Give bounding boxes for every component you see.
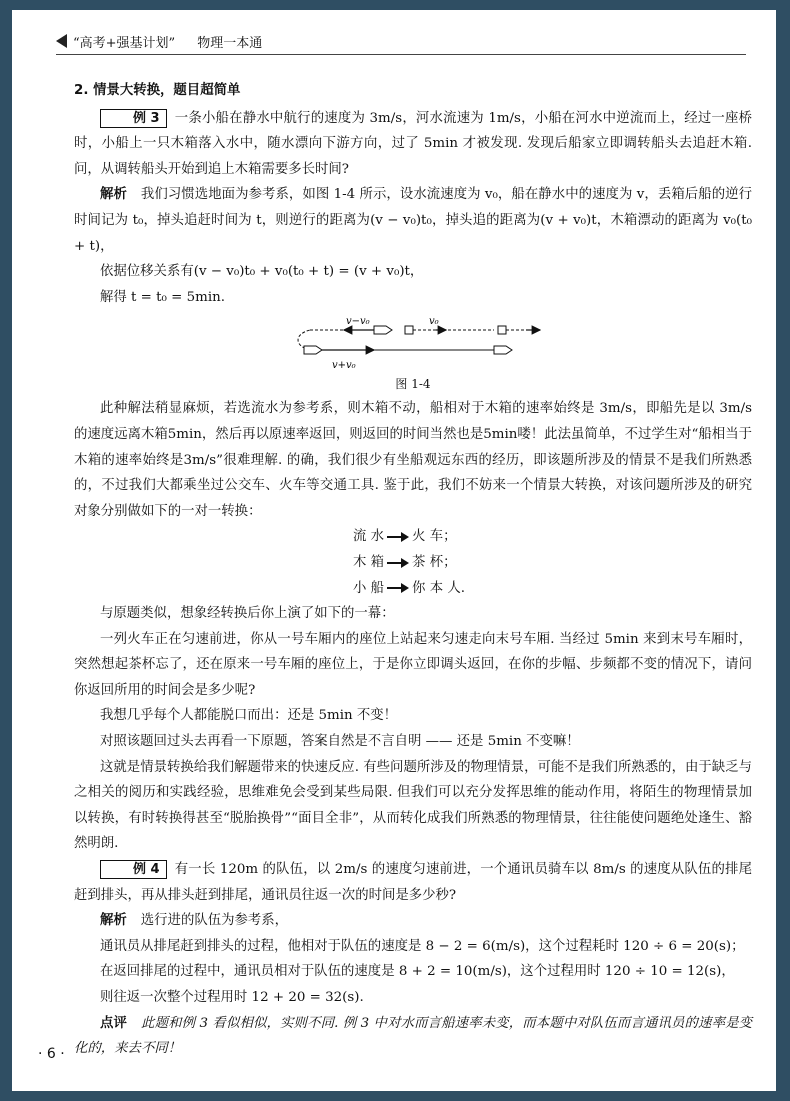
right-arrow-icon — [387, 558, 409, 568]
ex4-solution-text-1: 选行进的队伍为参考系， — [140, 913, 289, 929]
solution-label: 解析 — [100, 187, 127, 203]
boat-diagram — [74, 312, 754, 374]
mapping-row — [353, 524, 473, 550]
paragraph-4: 我想几乎每个人都能脱口而出：还是 5min 不变！ — [100, 708, 398, 724]
example-3-badge: 例 3 — [100, 109, 167, 128]
boat-bottom-start — [304, 346, 322, 354]
solution-label: 解析 — [100, 913, 127, 929]
book-title: 物理一本通 — [197, 35, 263, 51]
mapping-row — [353, 576, 473, 602]
mapping-list — [353, 524, 473, 601]
boat-top — [374, 326, 392, 334]
crate-end — [498, 326, 506, 334]
solution-text-2: 依据位移关系有(v − v₀)t₀ + v₀(t₀ + t) = (v + v₀)t， — [100, 264, 424, 280]
mapping-to: 茶 杯； — [412, 554, 457, 570]
page-content — [74, 78, 752, 1062]
crate-start — [405, 326, 413, 334]
mapping-row — [353, 550, 473, 576]
mapping-from: 小 船 — [353, 580, 385, 596]
comment-text: 此题和例 3 看似相似，实则不同. 例 3 中对水而言船速率未变，而本题中对队伍而言通讯员的速率是变化的，来去不同！ — [74, 1015, 753, 1057]
ex4-solution-text-4: 则往返一次整个过程用时 12 + 20 = 32(s). — [100, 990, 364, 1005]
label-v0: v₀ — [429, 316, 439, 328]
paragraph-3: 一列火车正在匀速前进，你从一号车厢内的座位上站起来匀速走向末号车厢. 当经过 5min 来到末号车厢时，突然想起茶杯忘了，还在原来一号车厢的座位上，于是你立即调头返回，在你的步幅、步频都不变的情况下，请问你返回所用的时间会是多少呢? — [74, 631, 752, 698]
ex4-solution-text-3: 在返回排尾的过程中，通讯员相对于队伍的速度是 8 + 2 = 10(m/s)，这个过程用时 120 ÷ 10 = 12(s)， — [100, 964, 735, 980]
figure-1-4 — [74, 312, 752, 374]
figure-caption: 图 1-4 — [395, 377, 431, 392]
mapping-from: 木 箱 — [353, 554, 385, 570]
boat-bottom-end — [494, 346, 512, 354]
ex4-solution-text-2: 通讯员从排尾赶到排头的过程，他相对于队伍的速度是 8 − 2 = 6(m/s)，这个过程耗时 120 ÷ 6 = 20(s)； — [100, 938, 745, 954]
book-page — [12, 10, 776, 1091]
series-name: “高考+强基计划” — [73, 35, 176, 51]
solution-text-1: 我们习惯选地面为参考系，如图 1-4 所示，设水流速度为 v₀，船在静水中的速度为 v，丢箱后船的逆行时间记为 t₀，掉头追赶时间为 t，则逆行的距离为(v − v₀)t₀，掉头追的距离为(v + v₀)t，木箱漂动的距离为 v₀(t₀ + t)， — [74, 187, 753, 254]
solution-text-3: 解得 t = t₀ = 5min. — [100, 289, 226, 305]
comment — [74, 1011, 752, 1062]
running-header — [56, 30, 262, 52]
right-arrow-icon — [387, 583, 409, 593]
paragraph-1: 此种解法稍显麻烦，若选流水为参考系，则木箱不动，船相对于木箱的速率始终是 3m/s，即船先是以 3m/s 的速度远离木箱5min，然后再以原速率返回，则返回的时间当然也是5min喽！此法虽简单，不过学生对“船相当于木箱的速率始终是3m/s”很难理解. 的确，我们很少有坐船观远东西的经历，即该题所涉及的情景不是我们所熟悉的，不过我们大都乘坐过公交车、火车等交通工具. 鉴于此，我们不妨来一个情景大转换，对该问题所涉及的研究对象分别做如下的一对一转换： — [74, 401, 752, 519]
label-v-plus-v0: v+v₀ — [332, 360, 356, 372]
example-3-solution — [74, 182, 752, 259]
right-arrow-icon — [387, 532, 409, 542]
example-4-solution — [74, 908, 752, 934]
mapping-from: 流 水 — [353, 529, 385, 545]
mapping-to: 你 本 人. — [412, 580, 465, 596]
header-rule — [56, 54, 746, 55]
paragraph-2: 与原题类似，想象经转换后你上演了如下的一幕： — [100, 606, 395, 622]
paragraph-6: 这就是情景转换给我们解题带来的快速反应. 有些问题所涉及的物理情景，可能不是我们所熟悉的，由于缺乏与之相关的阅历和实践经验，思维难免会受到某些局限. 但我们可以充分发挥思维的能动作用，将陌生的物理情景加以转换，有时转换得甚至“脱胎换骨”“面目全非”，从而转化成我们所熟悉的物理情景，往往能使问题绝处逢生、豁然明朗. — [74, 759, 752, 852]
example-4-badge: 例 4 — [100, 860, 167, 879]
example-3-text: 一条小船在静水中航行的速度为 3m/s，河水流速为 1m/s，小船在河水中逆流而上，经过一座桥时，小船上一只木箱落入水中，随水漂向下游方向，过了 5min 才被发现. 发现后船家立即调转船头去追赶木箱. 问，从调转船头开始到追上木箱需要多长时间? — [74, 110, 752, 177]
example-3-question — [74, 106, 752, 183]
mapping-to: 火 车； — [412, 529, 457, 545]
label-v-minus-v0: v−v₀ — [346, 316, 370, 328]
example-4-question — [74, 857, 752, 908]
comment-label: 点评 — [100, 1015, 128, 1031]
example-4-text: 有一长 120m 的队伍，以 2m/s 的速度匀速前进，一个通讯员骑车以 8m/s 的速度从队伍的排尾赶到排头，再从排头赶到排尾，通讯员往返一次的时间是多少秒? — [74, 862, 752, 903]
page-number: · 6 · — [38, 1046, 65, 1062]
left-triangle-icon — [56, 34, 67, 48]
paragraph-5: 对照该题回过头去再看一下原题，答案自然是不言自明 —— 还是 5min 不变嘛！ — [100, 734, 580, 750]
section-heading: 2. 情景大转换，题目超简单 — [74, 83, 241, 98]
